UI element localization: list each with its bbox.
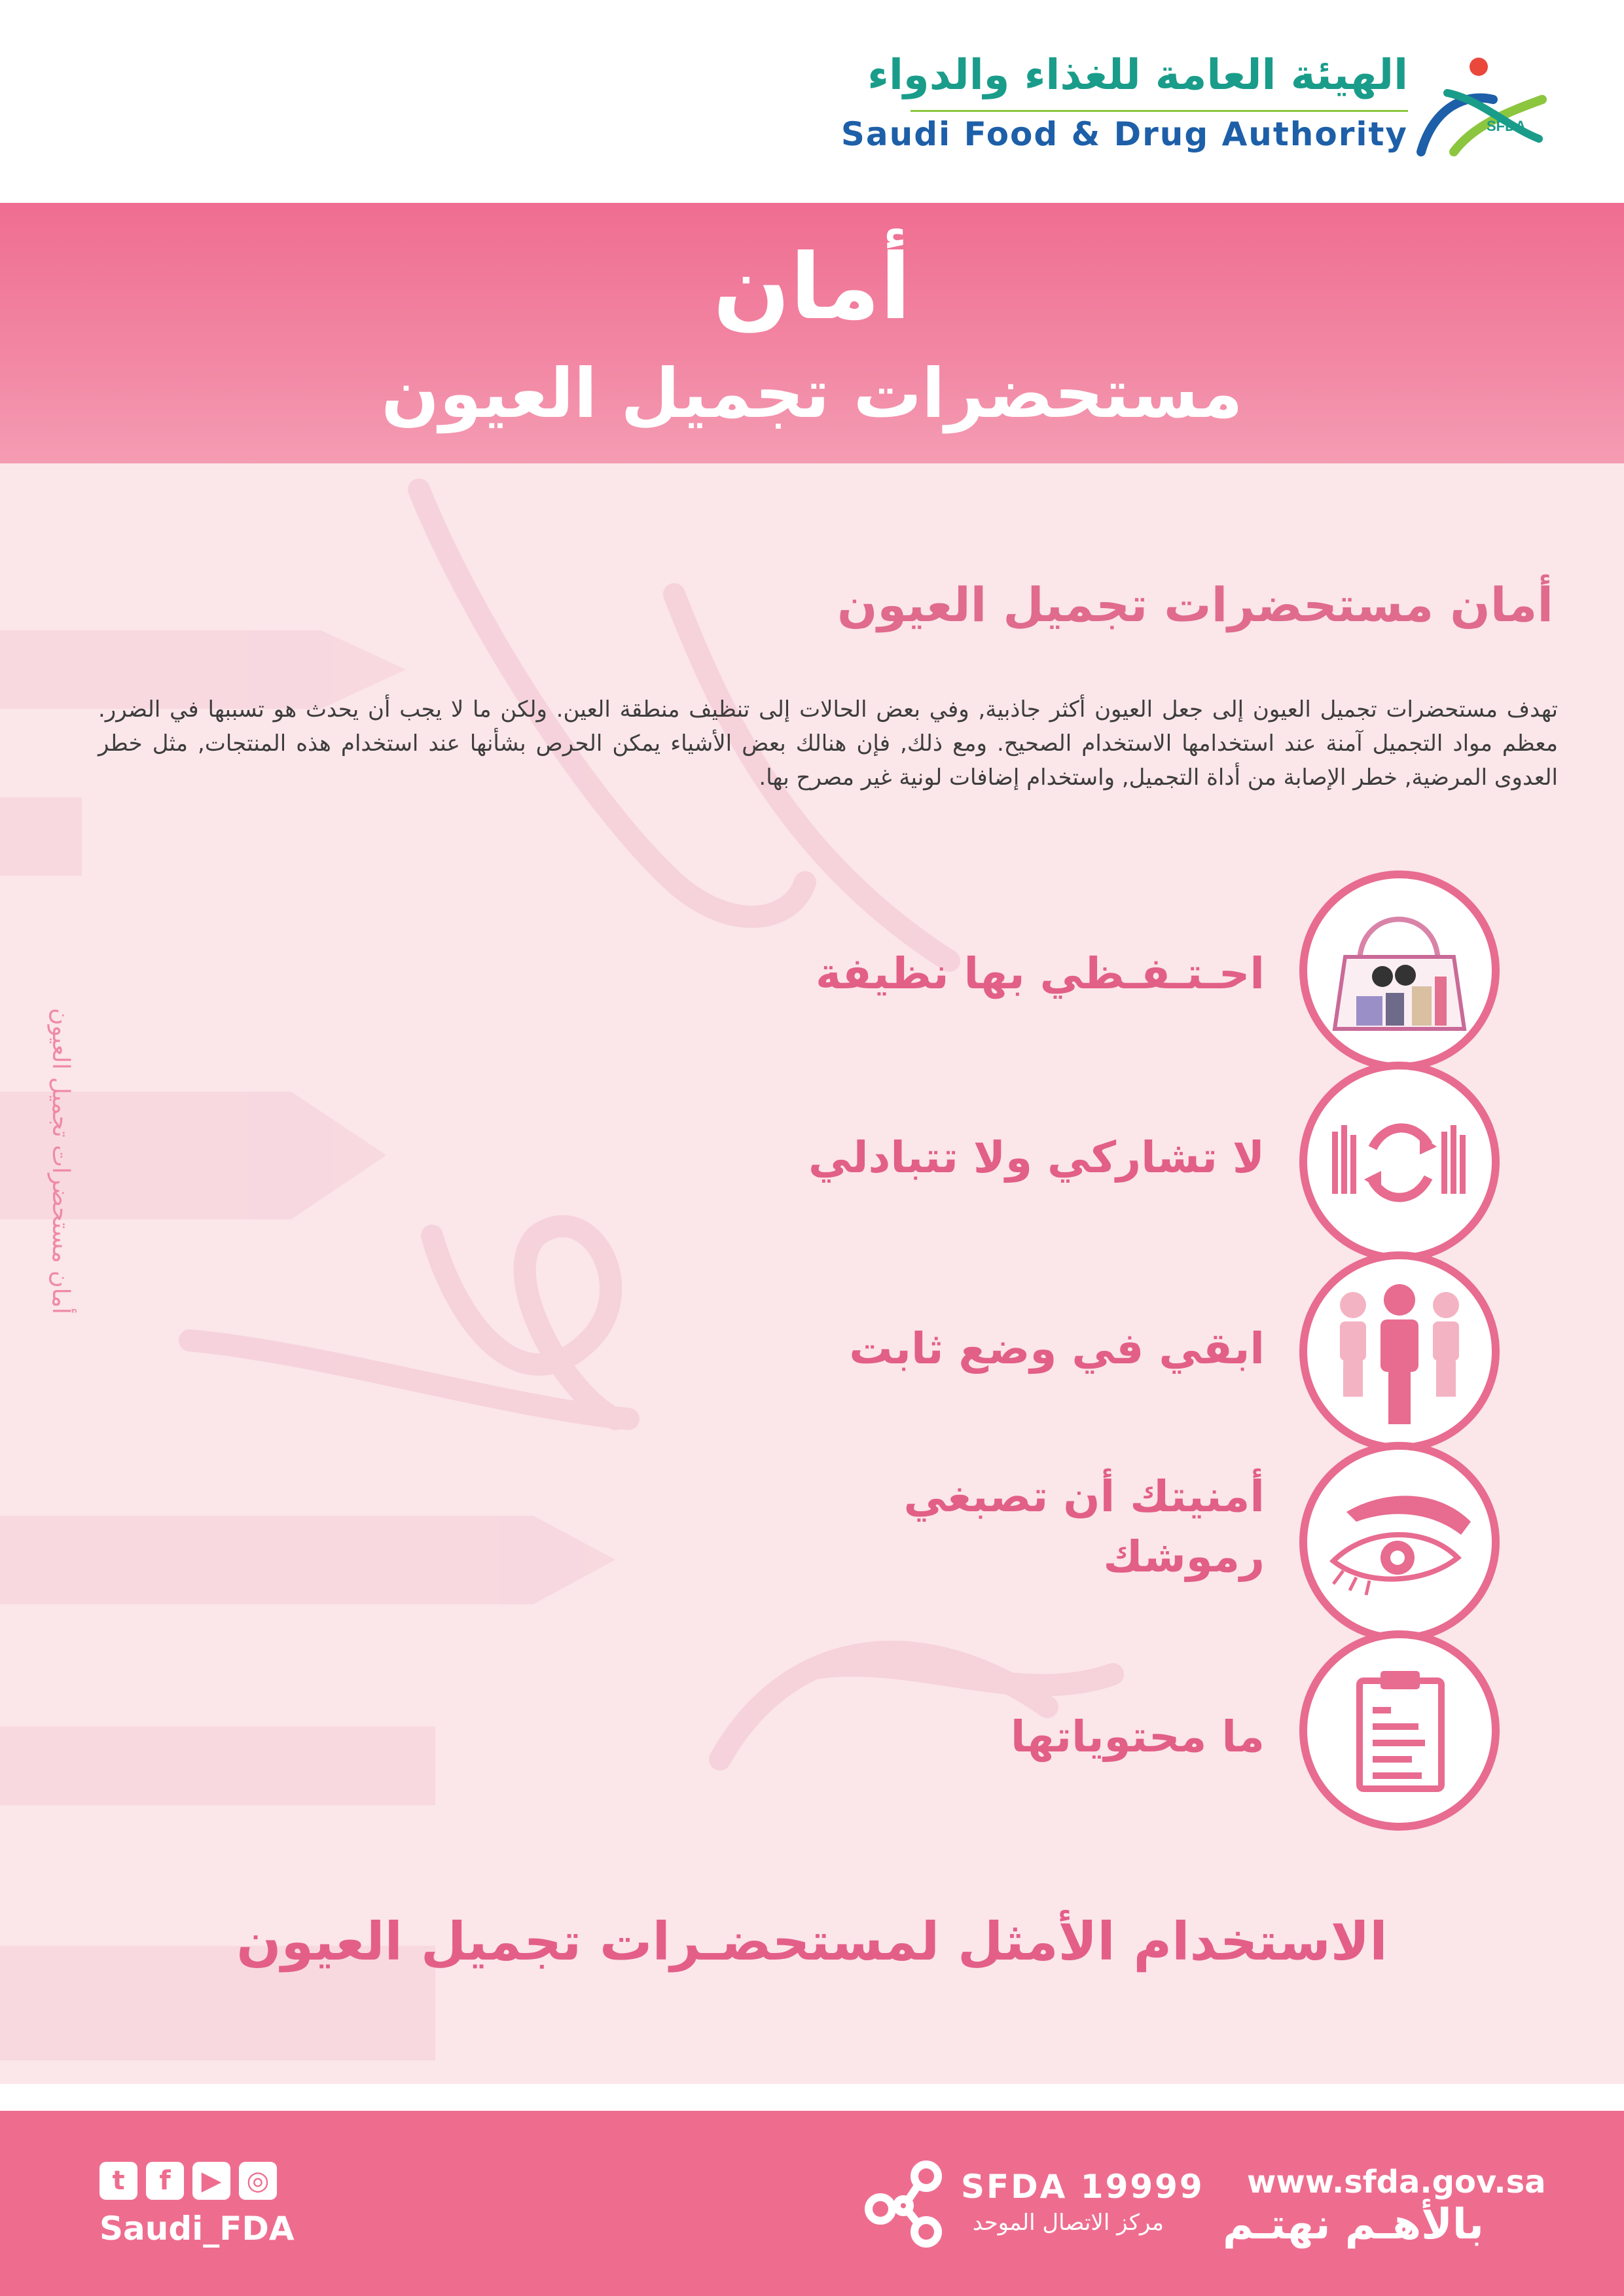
swap-icon — [1307, 1069, 1492, 1254]
tip-dye-lashes-circle — [1299, 1442, 1500, 1642]
standing-still-icon — [1307, 1259, 1492, 1444]
section-heading: أمان مستحضرات تجميل العيون — [837, 577, 1553, 632]
call-center-number[interactable]: SFDA 19999 — [961, 2168, 1204, 2206]
youtube-icon[interactable]: ▶ — [192, 2162, 230, 2200]
tip-contents-circle — [1299, 1630, 1500, 1831]
tip-no-share-label: لا تشاركي ولا تتبادلي — [808, 1132, 1265, 1183]
sfda-logo-icon — [1408, 54, 1552, 165]
tip-clean-label: احـتـفـظي بها نظيفة — [815, 948, 1265, 999]
bottom-message: الاستخدام الأمثل لمستحضـرات تجميل العيون — [236, 1911, 1388, 1972]
call-center-label: مركز الاتصال الموحد — [972, 2210, 1164, 2236]
logo-arabic-text: الهيئة العامة للغذاء والدواء — [867, 51, 1408, 99]
call-center-icon — [861, 2160, 946, 2251]
tip-dye-lashes-label-line2: رموشك — [1103, 1532, 1265, 1582]
website-link[interactable]: www.sfda.gov.sa — [1247, 2164, 1546, 2200]
page-title: أمان — [713, 234, 911, 340]
instagram-icon[interactable]: ◎ — [239, 2162, 277, 2200]
logo-badge: SFDA — [1487, 118, 1526, 134]
clipboard-icon — [1307, 1638, 1492, 1823]
tip-dye-lashes-label-line1: أمنيتك أن تصبغي — [903, 1471, 1265, 1522]
side-vertical-text: أمان مستحضرات تجميل العيون — [47, 1008, 74, 1314]
logo-english-text: Saudi Food & Drug Authority — [840, 115, 1408, 153]
tip-stay-still-label: ابقي في وضع ثابت — [849, 1323, 1265, 1374]
facebook-icon[interactable]: f — [146, 2162, 184, 2200]
tip-no-share-circle — [1299, 1062, 1500, 1262]
logo-divider — [911, 110, 1408, 112]
slogan: بالأهـم نهتـم — [1223, 2200, 1484, 2249]
makeup-bag-icon — [1307, 878, 1492, 1063]
eye-icon — [1307, 1450, 1492, 1634]
tip-contents-label: ما محتوياتها — [1010, 1712, 1265, 1762]
page-subtitle: مستحضرات تجميل العيون — [381, 353, 1243, 433]
tip-clean-circle — [1299, 870, 1500, 1071]
header — [0, 0, 1624, 203]
tip-stay-still-circle — [1299, 1251, 1500, 1452]
intro-paragraph: تهدف مستحضرات تجميل العيون إلى جعل العيون أكثر جاذبية, وفي بعض الحالات إلى تنظيف منطقة العين. ولكن ما لا يجب أن يحدث هو تسببها في الضرر. معظم مواد التجميل آمنة عند استخدامها الاستخدام الصحيح. ومع ذلك, فإن هنالك بعض الأشياء يمكن الحرص بشأنها عند استخدام هذه المنتجات, مثل خطر العدوى المرضية, خطر الإصابة من أداة التجميل, واستخدام إضافات لونية غير مصرح بها. — [98, 696, 1558, 791]
social-handle[interactable]: Saudi_FDA — [99, 2210, 295, 2248]
twitter-icon[interactable]: t — [99, 2162, 137, 2200]
